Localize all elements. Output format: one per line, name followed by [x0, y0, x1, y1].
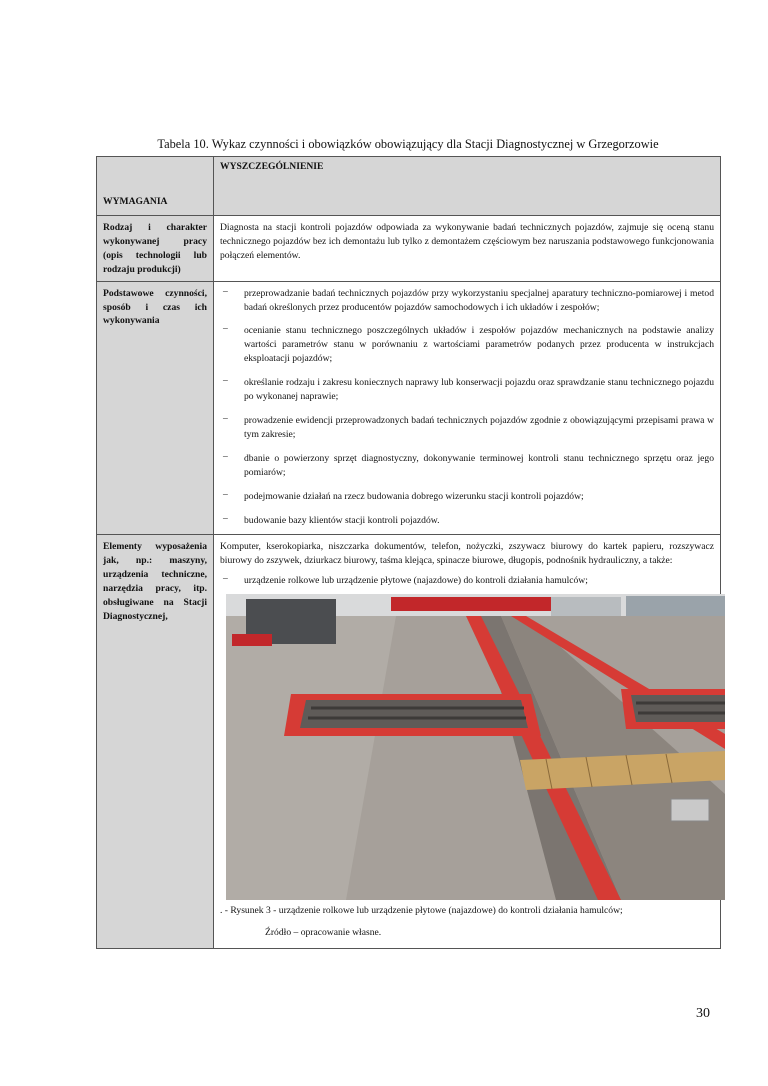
row-text: Diagnosta na stacji kontroli pojazdów odpowiada za wykonywanie badań technicznych pojazdów, zajmuje się oceną stanu technicznego pojazdów bez ich demontażu lub tylko z demontażem częściowym bez naruszania podstawowego funkcjonowania połączeń elementów.	[214, 216, 721, 282]
dash-bullet: –	[223, 450, 228, 462]
list-item: – ocenianie stanu technicznego poszczególnych układów i zespołów pojazdów mechanicznych na podstawie analizy wartości parametrów stanu w porównaniu z wartościami parametrów podanych przez producenta w instrukcjach eksploatacji pojazdów;	[223, 323, 714, 365]
list-item: – określanie rodzaju i zakresu koniecznych naprawy lub konserwacji pojazdu oraz sprawdzanie stanu technicznego pojazdu po wykonanej naprawie;	[223, 375, 714, 403]
dash-bullet: –	[223, 285, 228, 297]
dash-bullet: –	[223, 375, 228, 387]
row-label: Rodzaj i charakter wykonywanej pracy (opis technologii lub rodzaju produkcji)	[97, 216, 214, 282]
row-label: Elementy wyposażenia jak, np.: maszyny, urządzenia techniczne, narzędzia pracy, itp. obsługiwane na Stacji Diagnostycznej,	[97, 535, 214, 949]
list-item: – budowanie bazy klientów stacji kontroli pojazdów.	[223, 512, 440, 526]
header-requirements: WYMAGANIA	[97, 157, 214, 216]
list-item: – prowadzenie ewidencji przeprowadzonych badań technicznych pojazdów zgodnie z obowiązującymi przepisami prawa w tym zakresie;	[223, 412, 714, 440]
list-item: – urządzenie rolkowe lub urządzenie płytowe (najazdowe) do kontroli działania hamulców;	[223, 573, 588, 587]
equipment-list	[220, 574, 714, 588]
dash-bullet: –	[223, 488, 228, 500]
equipment-text: Komputer, kserokopiarka, niszczarka dokumentów, telefon, nożyczki, zszywacz biurowy do kartek papieru, rozszywacz biurowy do zszywek, dziurkacz biurowy, taśma klejąca, spinacze biurowe, długopis, podnośnik hydrauliczny, a także:	[220, 541, 714, 567]
table-row	[97, 281, 721, 535]
page-number: 30	[696, 1006, 710, 1021]
dash-bullet: –	[223, 323, 228, 335]
table-row	[97, 535, 721, 949]
header-specification: WYSZCZEGÓLNIENIE	[214, 157, 721, 216]
dash-bullet: –	[223, 412, 228, 424]
requirements-table	[96, 156, 721, 949]
row-content	[214, 535, 721, 949]
dash-bullet: –	[223, 573, 228, 585]
list-item: – podejmowanie działań na rzecz budowania dobrego wizerunku stacji kontroli pojazdów;	[223, 488, 584, 502]
brake-tester-photo	[226, 594, 725, 900]
figure-caption: . - Rysunek 3 - urządzenie rolkowe lub urządzenie płytowe (najazdowe) do kontroli działania hamulców;	[220, 905, 623, 917]
row-content	[214, 281, 721, 535]
dash-bullet: –	[223, 512, 228, 524]
list-item: – dbanie o powierzony sprzęt diagnostyczny, dokonywanie terminowej kontroli stanu technicznego sprzętu oraz jego pomiarów;	[223, 450, 714, 478]
figure-source: Źródło – opracowanie własne.	[265, 927, 382, 939]
table-header-row	[97, 157, 721, 216]
table-row	[97, 216, 721, 282]
duties-list	[220, 287, 714, 528]
table-caption: Tabela 10. Wykaz czynności i obowiązków obowiązujący dla Stacji Diagnostycznej w Grzegorzowie	[157, 137, 659, 151]
list-item: – przeprowadzanie badań technicznych pojazdów przy wykorzystaniu specjalnej aparatury techniczno-pomiarowej i metod badań określonych przez producentów pojazdów samochodowych i ich układów i zespołów;	[223, 285, 714, 313]
row-label: Podstawowe czynności, sposób i czas ich wykonywania	[97, 281, 214, 535]
